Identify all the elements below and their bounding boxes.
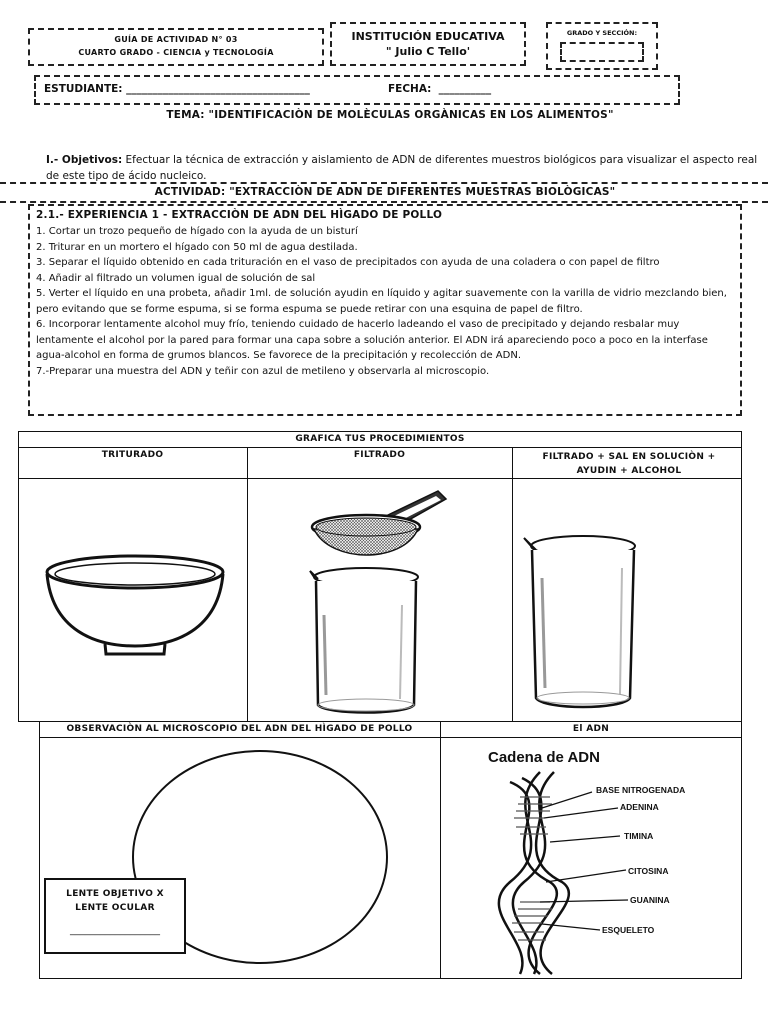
step-item: 3. Separar el líquido obtenido en cada trituración en el vaso de precipitados con ayuda de una coladera o con papel de filtro <box>36 257 660 268</box>
objectives-label: I.- Objetivos: <box>46 154 123 166</box>
objectives-text: Efectuar la técnica de extracción y aislamiento de ADN de diferentes muestros biológicos para visualizar el aspecto real de este tipo de ácido nucleico. <box>46 154 758 182</box>
step-item: 2. Triturar en un mortero el hígado con 50 ml de agua destilada. <box>36 241 358 253</box>
guide-grade-subject: CUARTO GRADO - CIENCIA y TECNOLOGÍA <box>78 48 274 57</box>
column-divider <box>512 447 513 722</box>
table-rule <box>18 478 742 479</box>
divider-top <box>0 182 768 184</box>
procedures-title: GRAFICA TUS PROCEDIMIENTOS <box>295 434 465 444</box>
step-item: 6. Incorporar lentamente alcohol muy frío, teniendo cuidado de hacerlo ladeando el vaso de precipitado y dejando resbalar muy lentamente el alcohol por la pared para formar una capa sobre a solución anterior. El ADN irá apareciendo poco a poco en la interfase agua-alcohol en forma de grumos blancos. Se favorece de la precipitación y recolección de ADN. <box>36 319 708 361</box>
observation-title: OBSERVACIÒN AL MICROSCOPIO DEL ADN DEL HÌGADO DE POLLO <box>66 724 413 734</box>
table-rule <box>18 447 742 448</box>
divider-bottom <box>0 201 768 203</box>
institution-name: " Julio C Tello' <box>385 45 471 58</box>
dna-label-base: BASE NITROGENADA <box>596 785 686 795</box>
institution-box <box>330 22 526 66</box>
step-item: 4. Añadir al filtrado un volumen igual de solución de sal <box>36 272 316 284</box>
lens-box <box>44 878 186 954</box>
dna-label-cytosine: CITOSINA <box>628 866 669 876</box>
student-field[interactable]: ESTUDIANTE: ___________________________________ <box>44 83 310 95</box>
column-header-triturado: TRITURADO <box>101 450 164 460</box>
activity-title: ACTIVIDAD: "EXTRACCIÒN DE ADN DE DIFERENTES MUESTRAS BIOLÒGICAS" <box>154 186 616 198</box>
dna-diagram-title: Cadena de ADN <box>488 749 600 766</box>
objectives-section <box>46 152 758 184</box>
student-box <box>34 75 680 105</box>
topic-title: TEMA: "IDENTIFICACIÒN DE MOLÈCULAS ORGÀNICAS EN LOS ALIMENTOS" <box>166 109 614 121</box>
dna-label-guanine: GUANINA <box>630 895 670 905</box>
column-header-filtrado: FILTRADO <box>353 450 406 460</box>
column-divider <box>247 447 248 722</box>
table-rule <box>39 737 742 738</box>
column-header-alcohol: FILTRADO + SAL EN SOLUCIÒN + AYUDIN + ALCOHOL <box>542 452 716 476</box>
experience-title: 2.1.- EXPERIENCIA 1 - EXTRACCIÒN DE ADN DEL HÌGADO DE POLLO <box>36 209 443 221</box>
step-item: 5. Verter el líquido en una probeta, añadir 1ml. de solución ayudin en líquido y agitar suavemente con la varilla de vidrio mezclando bien, pero evitando que se forme espuma, si se forma espuma se puede retirar con una esquina de papel de filtro. <box>36 288 727 315</box>
dna-section-title: El ADN <box>572 724 610 734</box>
lens-answer-line[interactable]: __________________ <box>70 925 160 936</box>
dna-diagram <box>480 742 730 978</box>
experience-box <box>28 204 742 416</box>
guide-box <box>28 28 324 66</box>
beaker-illustration <box>518 528 648 718</box>
experience-steps <box>36 224 736 379</box>
guide-number: GUÍA DE ACTIVIDAD N° 03 <box>114 35 238 44</box>
lens-label: LENTE OBJETIVO X LENTE OCULAR <box>66 889 164 913</box>
institution-label: INSTITUCIÓN EDUCATIVA <box>351 30 505 43</box>
dna-label-adenine: ADENINA <box>620 802 659 812</box>
dna-label-backbone: ESQUELETO <box>602 925 655 935</box>
column-divider <box>440 721 441 979</box>
step-item: 7.-Preparar una muestra del ADN y teñir con azul de metileno y observarla al microscopio. <box>36 365 490 377</box>
grade-section-box <box>546 22 658 70</box>
grade-section-label: GRADO Y SECCIÓN: <box>566 29 638 37</box>
dna-label-thymine: TIMINA <box>624 831 654 841</box>
step-item: 1. Cortar un trozo pequeño de hígado con la ayuda de un bisturí <box>36 226 358 237</box>
strainer-beaker-illustration <box>296 485 456 720</box>
date-field[interactable]: FECHA: __________ <box>388 83 492 95</box>
bowl-illustration <box>40 550 230 660</box>
grade-section-field[interactable] <box>560 42 644 62</box>
